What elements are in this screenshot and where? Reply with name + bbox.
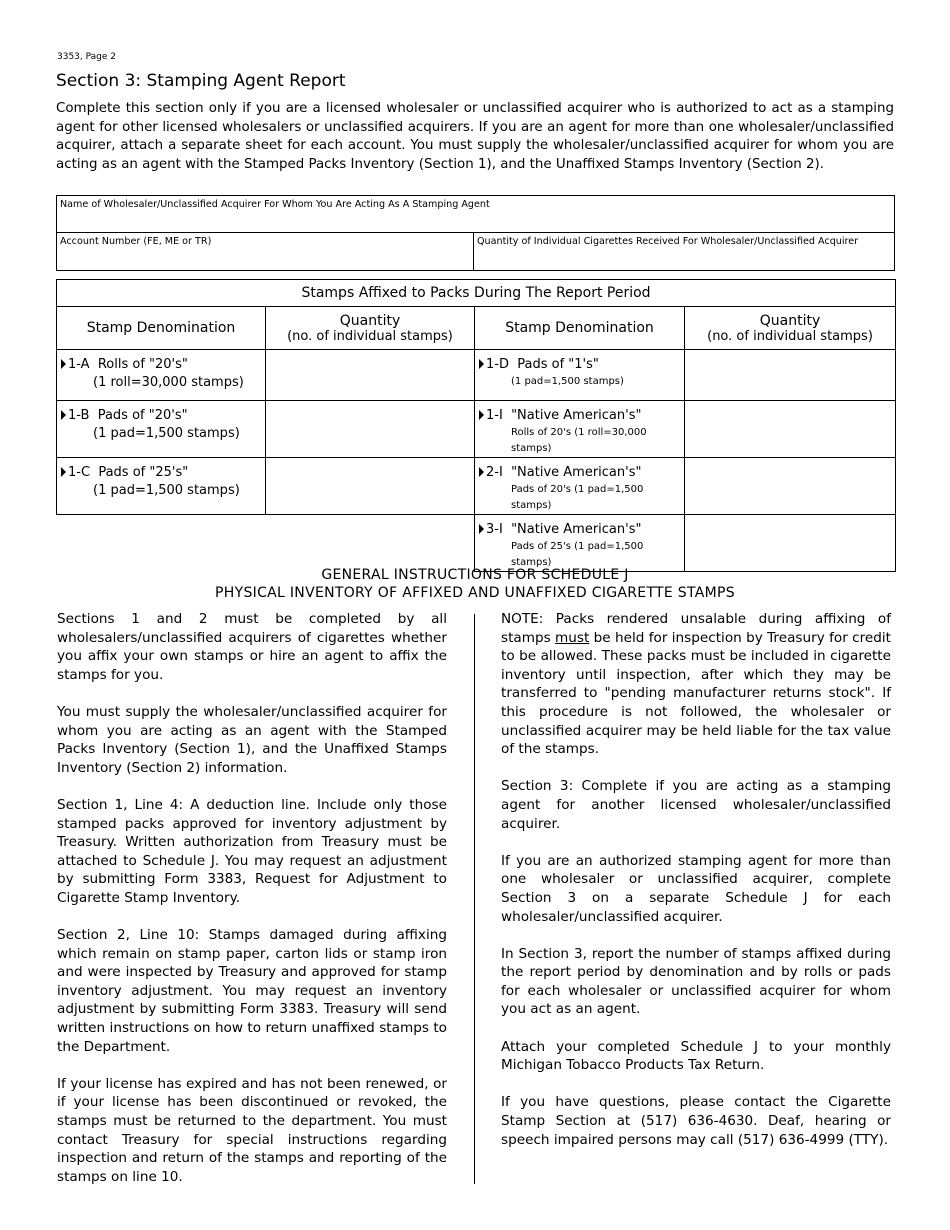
instruction-paragraph: If your license has expired and has not been renewed, or if your license has been discontinued or revoked, the stamps must be returned to the department. You must contact Treasury for special instructions regarding inspection and return of the stamps and reporting of the stamps on line 10. [57,1075,447,1185]
wholesaler-name-field[interactable] [56,195,895,233]
instruction-paragraph: If you are an authorized stamping agent for more than one wholesaler or unclassified acquirer, complete Section 3 on a separate Schedule J for each wholesaler/unclassified acquirer. [501,852,891,925]
col-header-quantity: Quantity (no. of individual stamps) [266,307,475,350]
denomination-cell-1d: 1-D Pads of "1's" (1 pad=1,500 stamps) [475,350,685,401]
denomination-cell-1a: 1-A Rolls of "20's" (1 roll=30,000 stamps) [57,350,266,401]
col-header-denomination: Stamp Denomination [57,307,266,350]
instructions-right-column [501,610,891,1168]
table-row [57,458,896,515]
instruction-paragraph: You must supply the wholesaler/unclassified acquirer for whom you are acting as an agent with the Stamped Packs Inventory (Section 1), and the Unaffixed Stamps Inventory (Section 2) information. [57,703,447,776]
quantity-input-1a[interactable] [266,350,475,401]
quantity-input-1d[interactable] [685,350,896,401]
table-row [57,401,896,458]
account-number-field[interactable] [56,232,474,271]
denomination-cell-1c: 1-C Pads of "25's" (1 pad=1,500 stamps) [57,458,266,515]
triangle-marker-icon [61,410,66,420]
table-row [57,515,896,572]
instruction-paragraph: Sections 1 and 2 must be completed by all wholesalers/unclassified acquirers of cigarettes whether you affix your own stamps or hire an agent to affix the stamps for you. [57,611,447,683]
quantity-input-1b[interactable] [266,401,475,458]
form-page-number: 3353, Page 2 [57,52,117,62]
instruction-paragraph: If you have questions, please contact the Cigarette Stamp Section at (517) 636-4630. Deaf, hearing or speech impaired persons may call (517) 636-4999 (TTY). [501,1094,891,1148]
instructions-heading: GENERAL INSTRUCTIONS FOR SCHEDULE J [321,567,629,583]
section-intro: Complete this section only if you are a licensed wholesaler or unclassified acquirer who is authorized to act as a stamping agent for other licensed wholesalers or unclassified acquirers. If you are an agent for more than one wholesaler/unclassified acquirer, attach a separate sheet for each account. You must supply the wholesaler/unclassified acquirer for whom you are acting as an agent with the Stamped Packs Inventory (Section 1), and the Unaffixed Stamps Inventory (Section 2). [56,101,894,172]
account-number-label: Account Number (FE, ME or TR) [60,236,212,247]
cigarettes-received-field[interactable] [473,232,895,271]
denomination-cell-1i: 1-I "Native American's" Rolls of 20's (1 roll=30,000 stamps) [475,401,685,458]
triangle-marker-icon [479,359,484,369]
column-divider [474,614,475,1184]
denomination-cell-3i: 3-I "Native American's" Pads of 25's (1 pad=1,500 stamps) [475,515,685,572]
quantity-input-2i[interactable] [685,458,896,515]
instruction-paragraph: Section 1, Line 4: A deduction line. Include only those stamped packs approved for inventory adjustment by Treasury. Written authorization from Treasury must be attached to Schedule J. You may request an adjustment by submitting Form 3383, Request for Adjustment to Cigarette Stamp Inventory. [57,796,447,906]
col-header-quantity: Quantity (no. of individual stamps) [685,307,896,350]
instruction-paragraph: Attach your completed Schedule J to your monthly Michigan Tobacco Products Tax Return. [501,1038,891,1074]
table-row [57,350,896,401]
triangle-marker-icon [479,410,484,420]
instruction-paragraph: Section 3: Complete if you are acting as a stamping agent for another licensed wholesaler/unclassified acquirer. [501,778,891,832]
table-caption: Stamps Affixed to Packs During The Report Period [57,280,896,307]
instructions-subheading: PHYSICAL INVENTORY OF AFFIXED AND UNAFFIXED CIGARETTE STAMPS [215,585,735,601]
denomination-cell-2i: 2-I "Native American's" Pads of 20's (1 pad=1,500 stamps) [475,458,685,515]
stamps-affixed-table [56,279,896,572]
quantity-input-1c[interactable] [266,458,475,515]
section-title: Section 3: Stamping Agent Report [56,71,346,91]
instruction-paragraph: Section 2, Line 10: Stamps damaged during affixing which remain on stamp paper, carton lids or stamp iron and were inspected by Treasury and approved for stamp inventory adjustment. You may request an inventory adjustment by submitting Form 3383. Treasury will send written instructions on how to return unaffixed stamps to the Department. [57,927,447,1055]
quantity-input-3i[interactable] [685,515,896,572]
quantity-input-1i[interactable] [685,401,896,458]
triangle-marker-icon [479,524,484,534]
triangle-marker-icon [61,467,66,477]
cigarettes-received-label: Quantity of Individual Cigarettes Received For Wholesaler/Unclassified Acquirer [477,236,859,247]
triangle-marker-icon [61,359,66,369]
instructions-left-column [57,610,447,1205]
instruction-paragraph: In Section 3, report the number of stamps affixed during the report period by denomination and by rolls or pads for each wholesaler or unclassified acquirer for whom you act as an agent. [501,945,891,1018]
col-header-denomination: Stamp Denomination [475,307,685,350]
denomination-cell-1b: 1-B Pads of "20's" (1 pad=1,500 stamps) [57,401,266,458]
wholesaler-name-label: Name of Wholesaler/Unclassified Acquirer For Whom You Are Acting As A Stamping Agent [60,199,490,210]
note-paragraph: NOTE: Packs rendered unsalable during affixing of stamps must be held for inspection by Treasury for credit to be allowed. These packs must be included in cigarette inventory until inspection, after which they may be transferred to "pending manufacturer returns stock". If this procedure is not followed, the wholesaler or unclassified acquirer may be held liable for the tax value of the stamps. [501,611,891,758]
triangle-marker-icon [479,467,484,477]
